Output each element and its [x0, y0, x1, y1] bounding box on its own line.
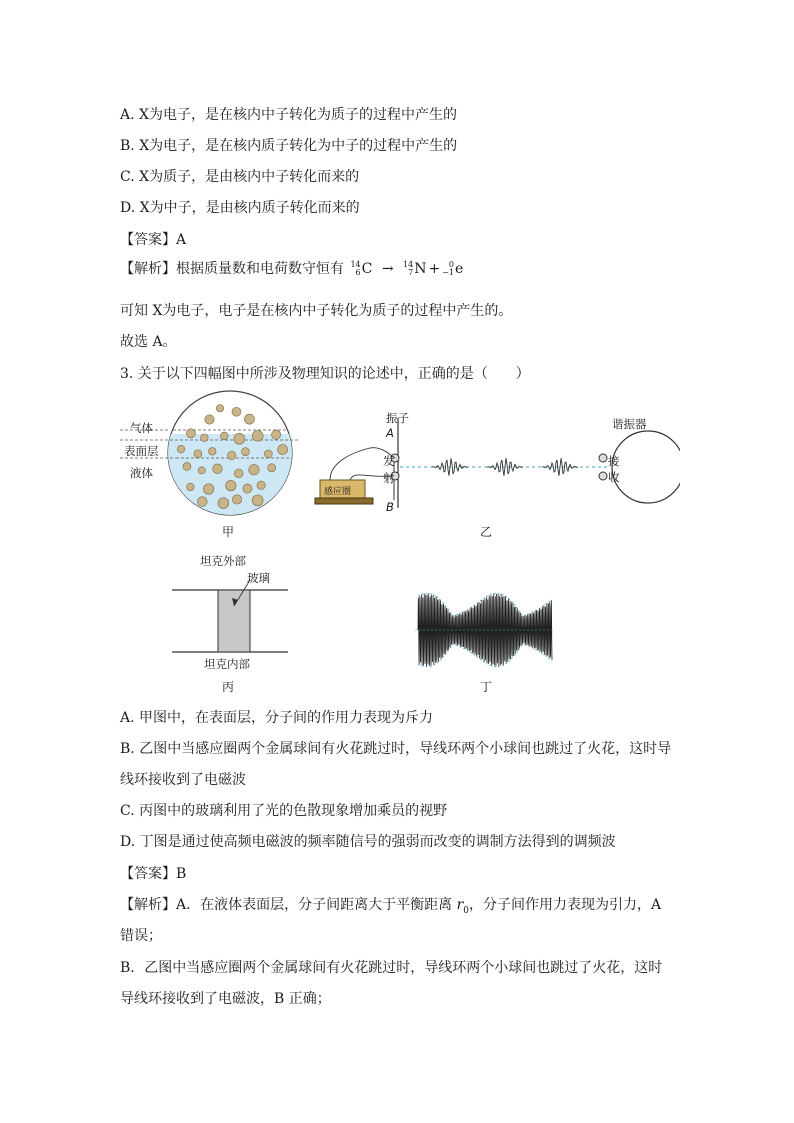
molecule-dot [243, 484, 252, 493]
molecule-dot [227, 451, 235, 459]
molecule-dot [221, 432, 229, 440]
molecule-dot [252, 430, 263, 441]
electron-mass: 0 [448, 260, 454, 269]
analysis-q2 [120, 258, 465, 278]
option-a-q2: A. X为电子，是在核内中子转化为质子的过程中产生的 [120, 107, 457, 123]
nitrogen-mass: 14 [403, 260, 414, 269]
molecule-dot [186, 429, 195, 438]
molecule-dot [278, 445, 288, 455]
molecule-dot [272, 430, 281, 439]
analysis-q2-line3: 故选 A。 [120, 334, 177, 350]
label-tank-outside: 坦克外部 [200, 554, 246, 568]
molecule-dot [213, 464, 223, 474]
molecule-dot [203, 484, 213, 494]
q3-analysis-a-line2: 错误； [120, 928, 162, 944]
molecule-dot [208, 448, 216, 456]
molecule-dot [198, 467, 205, 474]
caption-yi: 乙 [480, 525, 493, 539]
molecule-dot [205, 415, 214, 424]
label-shou: 收 [608, 470, 620, 484]
q3-option-c: C. 丙图中的玻璃利用了光的色散现象增加乘员的视野 [120, 803, 448, 819]
label-surface-layer: 表面层 [124, 444, 159, 458]
molecule-dot [242, 448, 250, 456]
molecule-dot [226, 480, 236, 490]
answer-q2: 【答案】A [120, 232, 187, 248]
option-c-q2: C. X为质子，是由核内中子转化而来的 [120, 169, 360, 185]
molecule-dot [268, 464, 276, 472]
q3-analysis-b-line1: B．乙图中当感应圈两个金属球间有火花跳过时，导线环两个小球间也跳过了火花，这时 [120, 960, 663, 976]
q3-analysis-a-line1 [120, 894, 661, 916]
molecule-dot [234, 433, 245, 444]
molecule-dot [257, 481, 265, 489]
molecule-dot [244, 414, 254, 424]
q3-option-d: D. 丁图是通过使高频电磁波的频率随信号的强弱而改变的调制方法得到的调频波 [120, 834, 616, 850]
molecule-dot [252, 495, 263, 506]
q3-option-a: A. 甲图中，在表面层，分子间的作用力表现为斥力 [120, 710, 434, 726]
molecule-dot [234, 469, 243, 478]
figure-bing-tank-glass [170, 580, 290, 660]
nitrogen-nuclide [403, 261, 426, 277]
q3-option-b-line2: 线环接收到了电磁波 [120, 772, 246, 788]
molecule-dot [194, 450, 202, 458]
molecule-dot [249, 465, 259, 475]
label-gas: 气体 [130, 421, 153, 435]
molecule-dot [201, 434, 209, 442]
label-jie: 接 [608, 454, 620, 468]
r-symbol: r [456, 897, 464, 913]
molecule-dot [216, 405, 223, 412]
reaction-arrow-icon: → [381, 261, 394, 277]
label-vibrator: 振子 [386, 411, 409, 425]
label-b-point: B [386, 500, 394, 514]
label-resonator: 谐振器 [612, 417, 647, 431]
molecule-dot [187, 483, 195, 491]
nitrogen-charge: 7 [408, 268, 414, 277]
plus-sign: + [428, 261, 441, 277]
q3-option-b-line1: B. 乙图中当感应圈两个金属球间有火花跳过时，导线环两个小球间也跳过了火花，这时导 [120, 741, 672, 757]
caption-bing: 丙 [222, 680, 235, 694]
q3-answer: 【答案】B [120, 866, 187, 882]
carbon-nuclide [350, 261, 372, 277]
label-induction-coil: 感应圈 [324, 487, 352, 497]
molecule-dot [264, 450, 272, 458]
analysis-a-prefix: 【解析】A．在液体表面层，分子间距离大于平衡距离 [120, 897, 457, 913]
electron-charge: −1 [442, 268, 454, 277]
figure-ding-modulated-wave [410, 585, 560, 675]
label-fa: 发 [383, 454, 395, 468]
label-a-point: A [386, 426, 394, 440]
caption-jia: 甲 [222, 525, 235, 539]
molecule-dot [232, 495, 241, 504]
analysis-q2-line2: 可知 X为电子，电子是在核内中子转化为质子的过程中产生的。 [120, 303, 513, 319]
analysis-a-suffix: ，分子间作用力表现为引力，A [469, 897, 662, 913]
electron-symbol: e [454, 261, 464, 277]
q3-stem: 3. 关于以下四幅图中所涉及物理知识的论述中，正确的是（ ） [120, 366, 530, 382]
molecule-dot [177, 445, 185, 453]
label-she: 射 [383, 471, 395, 485]
carbon-symbol: C [361, 261, 373, 277]
option-d-q2: D. X为中子，是由核内质子转化而来的 [120, 200, 360, 216]
electron-nuclide [442, 261, 463, 277]
r-subscript: 0 [463, 905, 469, 916]
carbon-mass: 14 [350, 260, 361, 269]
analysis-prefix: 【解析】根据质量数和电荷数守恒有 [120, 261, 344, 277]
carbon-charge: 6 [355, 268, 361, 277]
caption-ding: 丁 [480, 680, 493, 694]
option-b-q2: B. X为电子，是在核内质子转化为中子的过程中产生的 [120, 138, 458, 154]
molecule-dot [218, 498, 229, 509]
label-glass: 玻璃 [247, 571, 270, 585]
molecule-dot [197, 497, 207, 507]
label-liquid: 液体 [130, 466, 153, 480]
q3-analysis-b-line2: 导线环接收到了电磁波，B 正确； [120, 991, 331, 1007]
nitrogen-symbol: N [414, 261, 427, 277]
label-tank-inside: 坦克内部 [204, 657, 250, 671]
molecule-dot [183, 463, 191, 471]
molecule-dot [232, 407, 241, 416]
